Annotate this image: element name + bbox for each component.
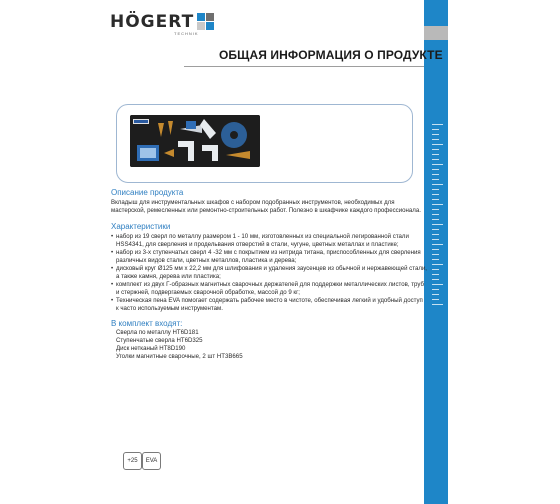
stripe-ruler-ticks [432, 120, 444, 310]
list-item: HSS4341, для сверления и продельвания отверстий в стали, чугуне, цветных металлах и пластике; [116, 241, 399, 248]
brand-logo [110, 13, 217, 35]
product-tray-image [130, 115, 260, 167]
tools-illustration [130, 115, 260, 167]
list-item: Уголки магнитные сварочные, 2 шт HT3B665 [116, 353, 243, 360]
page-title: ОБЩАЯ ИНФОРМАЦИЯ О ПРОДУКТЕ [219, 48, 443, 62]
eva-badge: EVA [142, 452, 161, 470]
product-image-frame [116, 104, 413, 183]
list-item: к часто используемым инструментам. [116, 305, 223, 312]
temperature-badge: +25 [123, 452, 142, 470]
list-item: и стержней, подвергаемых сварочной обработке, массой до 9 кг; [116, 289, 301, 296]
brand-sub: TECHNIK [174, 31, 199, 36]
description-line: мастерской, ремесленных или ремонтно-строительных работ. Полезно в шкафчике каждого профессионала. [111, 207, 421, 214]
list-item: Диск нетканый HT8D190 [116, 345, 186, 352]
stripe-grey-block [424, 26, 448, 40]
kit-list [116, 329, 243, 361]
list-item: а также камня, дерева или пластика; [116, 273, 221, 280]
description-title: Описание продукта [111, 188, 184, 197]
list-item: • дисковый круг Ø125 мм x 22,2 мм для шлифования и удаления заусенцев из обычной и нержавеющей стали, [111, 265, 427, 272]
brand-mark-icon [197, 13, 217, 33]
brand-name: HÖGERT [110, 12, 195, 32]
list-item: • набор из 19 сверл по металлу размером 1 - 10 мм, изготовленных из специальной легированной стали [111, 233, 409, 240]
list-item: • комплект из двух Г-образных магнитных сварочных держателей для поддержки металлических листов, труб [111, 281, 424, 288]
characteristics-list [111, 233, 427, 313]
kit-title: В комплект входят: [111, 319, 183, 328]
list-item: Ступенчатые сверла HT6D325 [116, 337, 203, 344]
description-line: Вкладыш для инструментальных шкафов с набором подобранных инструментов, необходимых для [111, 199, 395, 206]
title-divider [184, 66, 424, 67]
list-item: • набор из 3-х ступенчатых сверл 4 -32 мм с покрытием из нитрида титана, приспособленных для сверления [111, 249, 421, 256]
characteristics-title: Характеристики [111, 222, 171, 231]
list-item: различных видов стали, цветных металлов, пластика и дерева; [116, 257, 297, 264]
list-item: Сверла по металлу HT6D181 [116, 329, 199, 336]
list-item: • Техническая пена EVA помогает содержать рабочее место в чистоте, обеспечивая легкий и удобный доступ [111, 297, 423, 304]
